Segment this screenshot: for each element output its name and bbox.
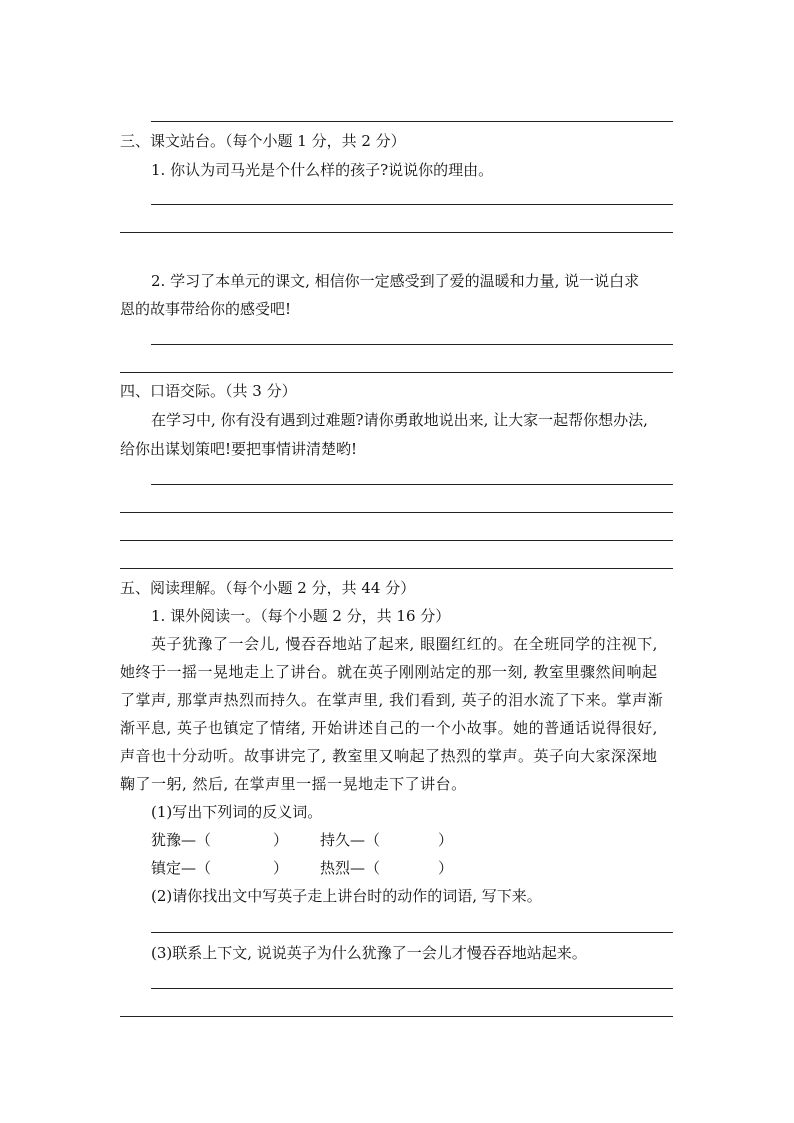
answer-line[interactable] bbox=[120, 232, 673, 233]
antonym-close: ） bbox=[273, 831, 289, 849]
section3-heading: 三、课文站台。（每个小题 1 分，共 2 分） bbox=[120, 132, 406, 150]
passage-line: 她终于一摇一晃地走上了讲台。就在英子刚刚站定的那一刻, 教室里骤然间响起 bbox=[120, 663, 658, 681]
section4-prompt-line2: 给你出谋划策吧!要把事情讲清楚哟! bbox=[120, 440, 358, 458]
reading-question-3: (3)联系上下文, 说说英子为什么犹豫了一会儿才慢吞吞地站起来。 bbox=[151, 944, 587, 962]
passage-line: 声音也十分动听。故事讲完了, 教室里又响起了热烈的掌声。英子向大家深深地 bbox=[120, 747, 658, 765]
answer-line[interactable] bbox=[120, 1016, 673, 1017]
reading-question-1: (1)写出下列词的反义词。 bbox=[151, 803, 323, 821]
passage-line: 渐平息, 英子也镇定了情绪, 开始讲述自己的一个小故事。她的普通话说得很好, bbox=[120, 719, 658, 737]
passage-line: 鞠了一躬, 然后, 在掌声里一摇一晃地走下了讲台。 bbox=[120, 775, 467, 793]
answer-line[interactable] bbox=[120, 372, 673, 373]
section3-question-1: 1. 你认为司马光是个什么样的孩子?说说你的理由。 bbox=[151, 161, 494, 179]
antonym-word: 镇定—（ bbox=[151, 859, 212, 877]
antonym-item[interactable] bbox=[320, 830, 453, 850]
antonym-word: 持久—（ bbox=[320, 831, 381, 849]
antonym-close: ） bbox=[438, 859, 454, 877]
section4-prompt-line1: 在学习中, 你有没有遇到过难题?请你勇敢地说出来, 让大家一起帮你想办法, bbox=[151, 411, 648, 429]
answer-line[interactable] bbox=[120, 512, 673, 513]
antonym-close: ） bbox=[273, 859, 289, 877]
antonym-word: 犹豫—（ bbox=[151, 831, 212, 849]
answer-line[interactable] bbox=[151, 932, 673, 933]
section4-heading: 四、口语交际。（共 3 分） bbox=[120, 382, 297, 400]
answer-line[interactable] bbox=[151, 204, 673, 205]
reading-question-2: (2)请你找出文中写英子走上讲台时的动作的词语, 写下来。 bbox=[151, 887, 542, 905]
answer-line[interactable] bbox=[120, 540, 673, 541]
passage-line: 了掌声, 那掌声热烈而持久。在掌声里, 我们看到, 英子的泪水流了下来。掌声渐 bbox=[120, 691, 664, 709]
antonym-close: ） bbox=[438, 831, 454, 849]
antonym-item[interactable] bbox=[151, 858, 288, 878]
antonym-word: 热烈—（ bbox=[320, 859, 381, 877]
passage-line: 英子犹豫了一会儿, 慢吞吞地站了起来, 眼圈红红的。在全班同学的注视下, bbox=[151, 635, 658, 653]
answer-line[interactable] bbox=[151, 484, 673, 485]
section5-heading: 五、阅读理解。（每个小题 2 分，共 44 分） bbox=[120, 579, 416, 597]
answer-line[interactable] bbox=[120, 568, 673, 569]
answer-line[interactable] bbox=[151, 344, 673, 345]
section5-sub-1: 1. 课外阅读一。（每个小题 2 分，共 16 分） bbox=[151, 607, 451, 625]
section3-question-2-line1: 2. 学习了本单元的课文, 相信你一定感受到了爱的温暖和力量, 说一说白求 bbox=[151, 272, 640, 290]
section3-question-2-line2: 恩的故事带给你的感受吧! bbox=[120, 300, 292, 318]
answer-line[interactable] bbox=[151, 988, 673, 989]
answer-line bbox=[151, 121, 673, 122]
antonym-item[interactable] bbox=[320, 858, 453, 878]
antonym-item[interactable] bbox=[151, 830, 288, 850]
